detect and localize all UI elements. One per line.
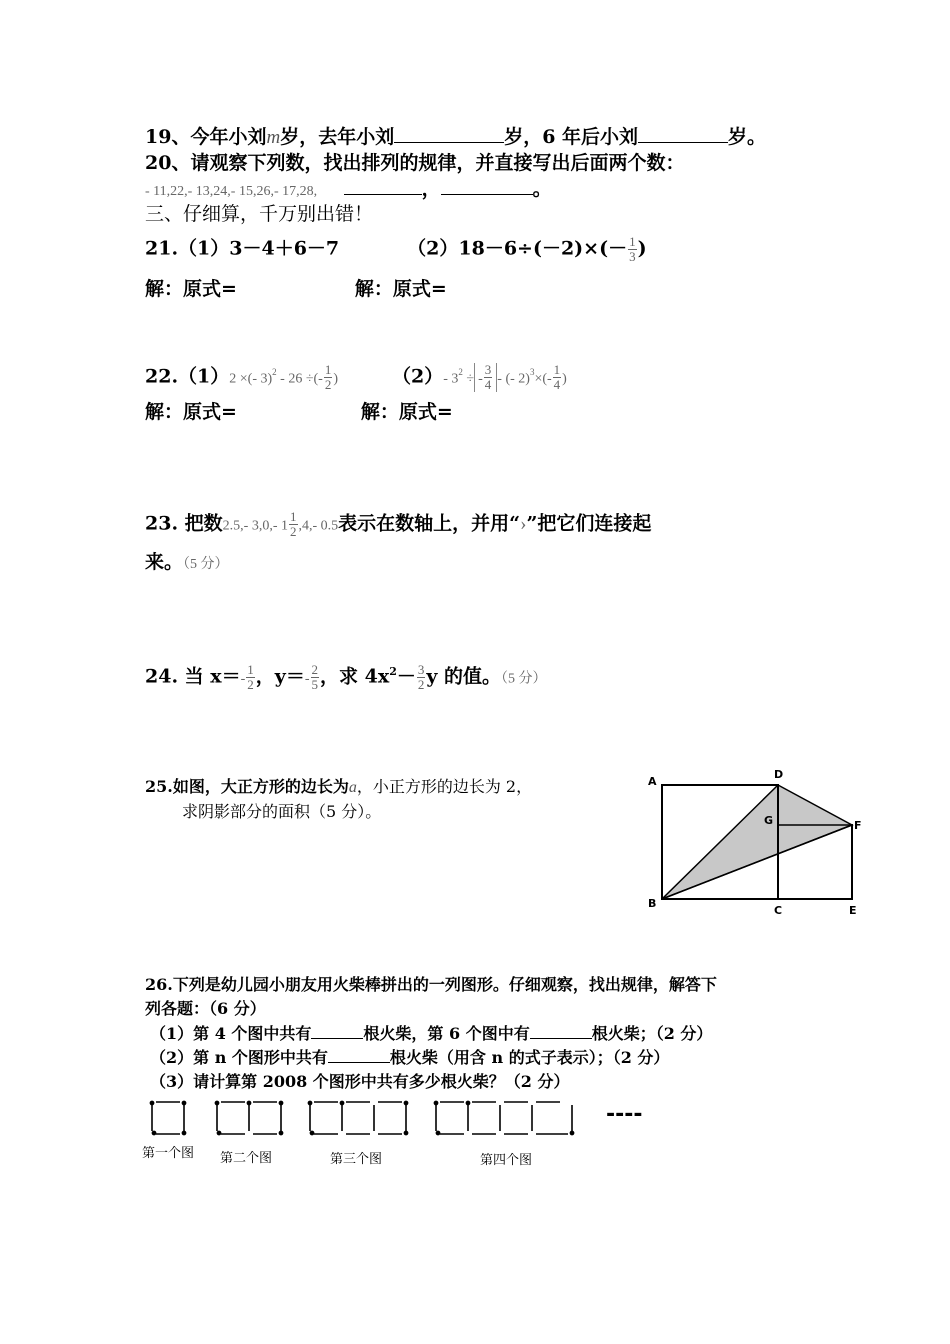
square-figure bbox=[640, 760, 870, 925]
fraction: $\frac{1}{2}$ bbox=[324, 361, 332, 392]
label-b: B bbox=[648, 897, 657, 910]
solution-line: 解：原式= 解：原式= bbox=[145, 401, 453, 423]
question-20: 20、请观察下列数，找出排列的规律，并直接写出后面两个数： bbox=[145, 152, 685, 174]
question-26-cont: 列各题：（6 分） bbox=[145, 999, 266, 1018]
label-c: C bbox=[774, 904, 783, 917]
question-26-part2: （2）第 n 个图形中共有 根火柴（用含 n 的式子表示）；（2 分） bbox=[150, 1048, 670, 1067]
matchstick-figure-3 bbox=[308, 1101, 407, 1134]
label-g: G bbox=[764, 814, 774, 827]
answer-blank[interactable] bbox=[530, 1023, 592, 1039]
answer-blank[interactable] bbox=[311, 1023, 363, 1039]
matchstick-figure-4 bbox=[434, 1101, 573, 1134]
question-25-cont: 求阴影部分的面积（5 分）。 bbox=[182, 802, 382, 821]
label-e: E bbox=[849, 904, 857, 917]
question-23: 23. 把数2.5,- 3,0,- 1 $\frac{1}{2}$ ,4,- 0.5表示在数轴上，并用“›”把它们连接起 bbox=[145, 509, 652, 539]
question-26: 26.下列是幼儿园小朋友用火柴棒拼出的一列图形。仔细观察，找出规律，解答下 bbox=[145, 975, 717, 994]
label-d: D bbox=[774, 768, 784, 781]
caption-figure-2: 第二个图 bbox=[220, 1151, 273, 1166]
caption-figure-4: 第四个图 bbox=[480, 1153, 533, 1168]
absolute-value: - $\frac{3}{4}$ bbox=[474, 363, 497, 392]
answer-blank[interactable] bbox=[344, 176, 422, 195]
label-a: A bbox=[648, 775, 657, 788]
answer-blank[interactable] bbox=[328, 1047, 390, 1063]
matchstick-figure-1 bbox=[150, 1101, 185, 1134]
question-24: 24. 当 x＝- $\frac{1}{2}$ ，y＝- $\frac{2}{5}$ ，求 $4x^2-$ $\frac{3}{2}$ y 的值。（5 分） bbox=[145, 661, 547, 692]
question-23-cont: 来。（5 分） bbox=[145, 551, 229, 573]
section-heading: 三、仔细算，千万别出错！ bbox=[145, 203, 374, 225]
shaded-triangle bbox=[662, 785, 852, 899]
question-26-part1: （1）第 4 个图中共有 根火柴，第 6 个图中有 根火柴；（2 分） bbox=[150, 1024, 713, 1043]
question-25: 25.如图，大正方形的边长为a，小正方形的边长为 2， bbox=[145, 777, 533, 796]
matchstick-figures bbox=[140, 1095, 680, 1145]
answer-blank[interactable] bbox=[441, 176, 533, 195]
label-f: F bbox=[854, 819, 862, 832]
question-22: 22.（1）2 ×(- 3)$^2$ - 26 ÷(- $\frac{1}{2}$ ) （2）- $3^2$ ÷ - $\frac{3}{4}$ - (- 2)$^3$×(- $\frac{1}{4}$ ) bbox=[145, 361, 567, 392]
matchstick-figure-2 bbox=[215, 1101, 282, 1134]
caption-figure-1: 第一个图 bbox=[142, 1146, 195, 1161]
answer-blank[interactable] bbox=[638, 124, 728, 143]
answer-blank[interactable] bbox=[394, 124, 504, 143]
question-19: 19、今年小刘m岁，去年小刘 岁，6 年后小刘 岁。 bbox=[145, 126, 767, 148]
ellipsis: ---- bbox=[606, 1102, 643, 1127]
question-20-sequence: - 11,22,- 13,24,- 15,26,- 17,28, ， 。 bbox=[145, 178, 552, 200]
caption-figure-3: 第三个图 bbox=[330, 1152, 383, 1167]
question-21: 21.（1）3－4＋6－7 （2）18－6÷(－2)×(－ $\frac{1}{3}$ ) bbox=[145, 234, 647, 264]
fraction: $\frac{1}{3}$ bbox=[629, 234, 636, 264]
solution-line: 解：原式= 解：原式= bbox=[145, 278, 447, 300]
question-26-part3: （3）请计算第 2008 个图形中共有多少根火柴？（2 分） bbox=[150, 1072, 570, 1091]
